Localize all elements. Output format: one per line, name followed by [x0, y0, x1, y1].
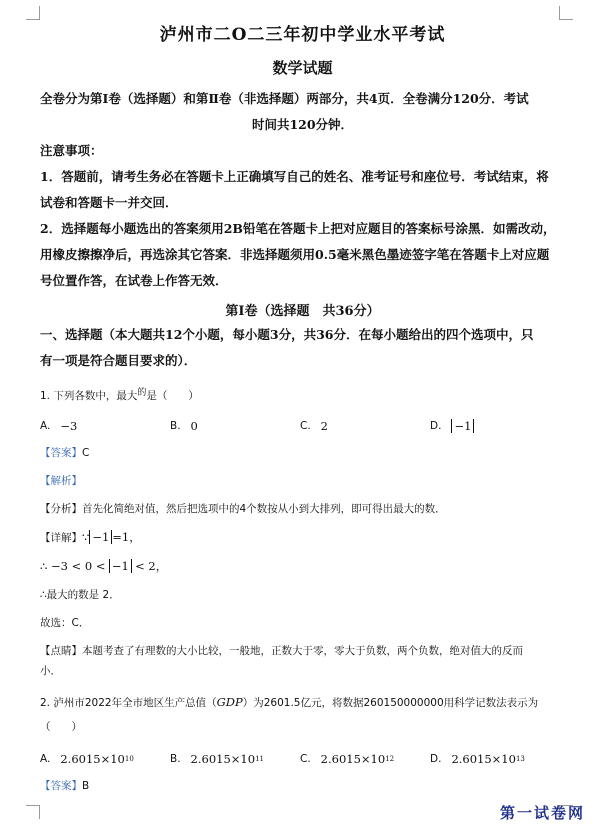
question-1 [40, 384, 565, 679]
question-1-dianjing [40, 643, 565, 659]
option-value: −3 [60, 419, 78, 433]
answer-tag: 【答案】 [40, 780, 82, 792]
ineq-pre: ∴ −3 < 0 < [40, 559, 106, 573]
option-exp: 13 [515, 755, 525, 763]
question-1-stem-small: 的 [137, 388, 147, 398]
question-1-dianjing-line-2: 小． [40, 665, 61, 677]
xiangjie-result: =1， [112, 530, 141, 544]
notice-heading: 注意事项： [40, 143, 103, 158]
ineq-post: < 2， [135, 559, 168, 573]
question-2-option-a [40, 752, 170, 766]
question-1-fenxi [40, 501, 565, 517]
question-1-stem [40, 384, 565, 405]
option-exp: 10 [124, 755, 134, 763]
notice-item-2-line-3: 号位置作答，在试卷上作答无效． [40, 273, 228, 288]
fenxi-tag: 【分析】 [40, 503, 82, 515]
notice-item-2-line-2: 用橡皮擦擦净后，再选涂其它答案．非选择题须用0.5毫米黑色墨迹签字笔在答题卡上对应题 [40, 247, 550, 262]
fenxi-text: 首先化简绝对值，然后把选项中的4个数按从小到大排列，即可得出最大的数． [82, 503, 446, 515]
question-2 [40, 693, 565, 794]
exam-page [40, 16, 565, 794]
question-1-stem-a: 1. 下列各数中，最大 [40, 390, 138, 402]
question-2-stem [40, 693, 565, 712]
option-exp: 12 [385, 755, 395, 763]
dianjing-line-1: 本题考查了有理数的大小比较，一般地，正数大于零，零大于负数，两个负数，绝对值大的反而 [82, 645, 523, 657]
question-1-xiangjie [40, 529, 565, 546]
intro-line-2: 时间共120分钟． [251, 117, 354, 132]
option-value: 0 [190, 419, 198, 433]
question-2-stem-a: 2. 泸州市2022年全市地区生产总值（ [40, 697, 217, 709]
option-label: C. [300, 753, 311, 765]
option-label: D. [430, 420, 442, 432]
analysis-tag: 【解析】 [40, 475, 82, 487]
notice-block [40, 138, 565, 294]
notice-item-1-line-1: 1．答题前，请考生务必在答题卡上正确填写自己的姓名、准考证号和座位号．考试结束，将 [40, 169, 549, 184]
question-2-option-c [300, 752, 430, 766]
question-1-stem-b: 是（ ） [146, 390, 199, 402]
question-1-conclusion: ∴最大的数是 2． [40, 589, 120, 601]
option-base: 2.6015×10 [320, 752, 386, 766]
exam-subtitle: 数学试题 [272, 59, 333, 77]
option-value-abs: −1 [451, 419, 474, 433]
exam-title: 泸州市二O二三年初中学业水平考试 [159, 25, 446, 45]
corner-mark-top-left [26, 6, 40, 20]
question-1-inequality [40, 558, 565, 575]
ineq-abs: −1 [109, 559, 132, 573]
section-heading-line-1: 一、选择题（本大题共12个小题，每小题3分，共36分．在每小题给出的四个选项中，只 [40, 327, 534, 342]
answer-value: B [82, 780, 90, 792]
question-2-option-d [430, 752, 560, 766]
question-1-option-c [300, 419, 430, 433]
option-exp: 11 [255, 755, 264, 763]
option-base: 2.6015×10 [451, 752, 516, 766]
option-value: 2 [320, 419, 328, 433]
answer-tag: 【答案】 [40, 447, 82, 459]
question-1-analysis [40, 473, 565, 489]
question-1-answer [40, 445, 565, 461]
answer-value: C [82, 447, 90, 459]
question-1-option-a [40, 419, 170, 433]
watermark-logo: 第一试卷网 [499, 804, 585, 822]
intro-block [40, 86, 565, 138]
question-1-option-d [430, 419, 560, 433]
option-label: B. [170, 420, 181, 432]
question-1-options [40, 419, 565, 433]
notice-item-2-line-1: 2．选择题每小题选出的答案须用2B铅笔在答题卡上把对应题目的答案标号涂黑．如需改动， [40, 221, 556, 236]
question-2-answer [40, 778, 565, 794]
question-2-paren: （ ） [40, 721, 82, 733]
option-label: D. [430, 753, 442, 765]
xiangjie-abs: −1 [89, 530, 112, 544]
option-label: A. [40, 753, 51, 765]
option-label: C. [300, 420, 311, 432]
section-heading-line-2: 有一项是符合题目要求的）． [40, 353, 197, 368]
xiangjie-because: ∵ [82, 530, 90, 544]
notice-item-1-line-2: 试卷和答题卡一并交回． [40, 195, 178, 210]
intro-line-1: 全卷分为第Ⅰ卷（选择题）和第Ⅱ卷（非选择题）两部分，共4页．全卷满分120分．考试 [40, 91, 529, 106]
question-1-option-b [170, 419, 300, 433]
question-2-options [40, 752, 565, 766]
dianjing-tag: 【点睛】 [40, 645, 82, 657]
question-1-choose: 故选：C． [40, 617, 90, 629]
section-title: 第Ⅰ卷（选择题 共36分） [225, 304, 380, 319]
option-label: B. [170, 753, 181, 765]
option-base: 2.6015×10 [190, 752, 256, 766]
corner-mark-bottom-left [26, 805, 40, 819]
option-label: A. [40, 420, 51, 432]
question-2-stem-b: ）为2601.5亿元，将数据260150000000用科学记数法表示为 [242, 697, 539, 709]
option-base: 2.6015×10 [60, 752, 125, 766]
question-2-gdp: GDP [216, 695, 243, 709]
xiangjie-tag: 【详解】 [40, 532, 82, 544]
question-2-option-b [170, 752, 300, 766]
